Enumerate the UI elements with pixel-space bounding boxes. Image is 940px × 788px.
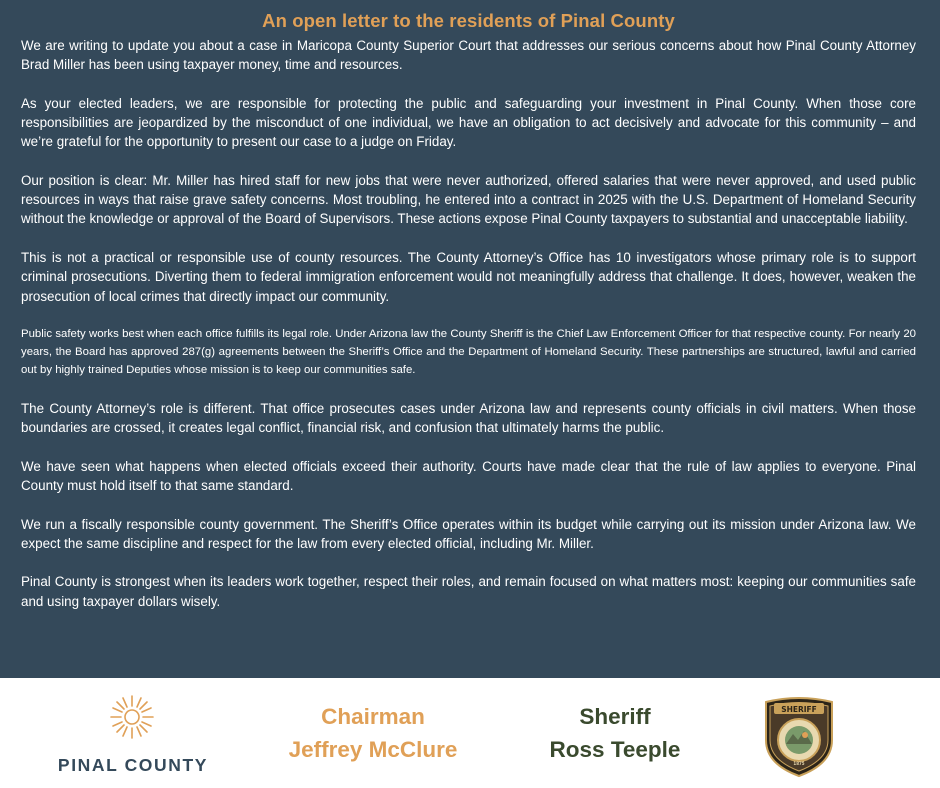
badge-year: 1875 [793, 761, 805, 766]
paragraph-2: As your elected leaders, we are responsible for protecting the public and safeguarding your investment in Pinal County. When those core responsibilities are jeopardized by the misconduct of one individual, we have an obligation to act decisively and advocate for this community – and we’re grateful for the opportunity to present our case to a judge on Friday. [21, 95, 916, 150]
chairman-title: Chairman [321, 704, 425, 729]
signature-footer [0, 678, 940, 788]
paragraph-5: Public safety works best when each office fulfills its legal role. Under Arizona law the County Sheriff is the Chief Law Enforcement Officer for that respective county. For nearly 20 years, the Board has approved 287(g) agreements between the Sheriff’s Office and the Department of Homeland Security. These partnerships are structured, lawful and carried out by highly trained Deputies whose mission is to keep our communities safe. [21, 328, 916, 377]
sheriff-signature [505, 700, 725, 766]
sheriff-badge-icon [760, 694, 838, 778]
paragraph-7: We have seen what happens when elected officials exceed their authority. Courts have made clear that the rule of law applies to everyone. Pinal County must hold itself to that same standard. [21, 458, 916, 493]
sheriff-title: Sheriff [579, 704, 651, 729]
chairman-name: Jeffrey McClure [288, 737, 458, 762]
sun-burst-icon [109, 694, 155, 740]
paragraph-4: This is not a practical or responsible use of county resources. The County Attorney’s Office has 10 investigators whose primary role is to support criminal prosecutions. Diverting them to federal immigration enforcement would not meaningfully address that challenge. It does, however, weaken the prosecution of local crimes that directly impact our community. [21, 250, 916, 304]
paragraph-1: We are writing to update you about a case in Maricopa County Superior Court that addresses our serious concerns about how Pinal County Attorney Brad Miller has been using taxpayer money, time and resources. [21, 38, 916, 73]
sheriff-name: Ross Teeple [549, 737, 681, 762]
paragraph-8: We run a fiscally responsible county government. The Sheriff’s Office operates within its budget while carrying out its mission under Arizona law. We expect the same discipline and respect for the law from every elected official, including Mr. Miller. [21, 516, 916, 551]
letter-title: An open letter to the residents of Pinal County [262, 10, 675, 31]
paragraph-9: Pinal County is strongest when its leaders work together, respect their roles, and remain focused on what matters most: keeping our communities safe and using taxpayer dollars wisely. [21, 574, 916, 609]
paragraph-3: Our position is clear: Mr. Miller has hired staff for new jobs that were never authorized, offered salaries that were never approved, and used public resources in ways that raise grave safety concerns. Most troubling, he entered into a contract in 2025 with the U.S. Department of Homeland Security without the knowledge or approval of the Board of Supervisors. These actions expose Pinal County taxpayers to substantial and unacceptable liability. [21, 173, 916, 227]
chairman-signature [263, 700, 483, 766]
pinal-county-logo [45, 694, 221, 774]
paragraph-6: The County Attorney’s role is different. That office prosecutes cases under Arizona law and represents county officials in civil matters. When those boundaries are crossed, it creates legal conflict, financial risk, and confusion that ultimately harms the public. [21, 400, 916, 435]
badge-top-text: SHERIFF [781, 705, 817, 714]
logo-text: PINAL COUNTY [57, 755, 209, 775]
